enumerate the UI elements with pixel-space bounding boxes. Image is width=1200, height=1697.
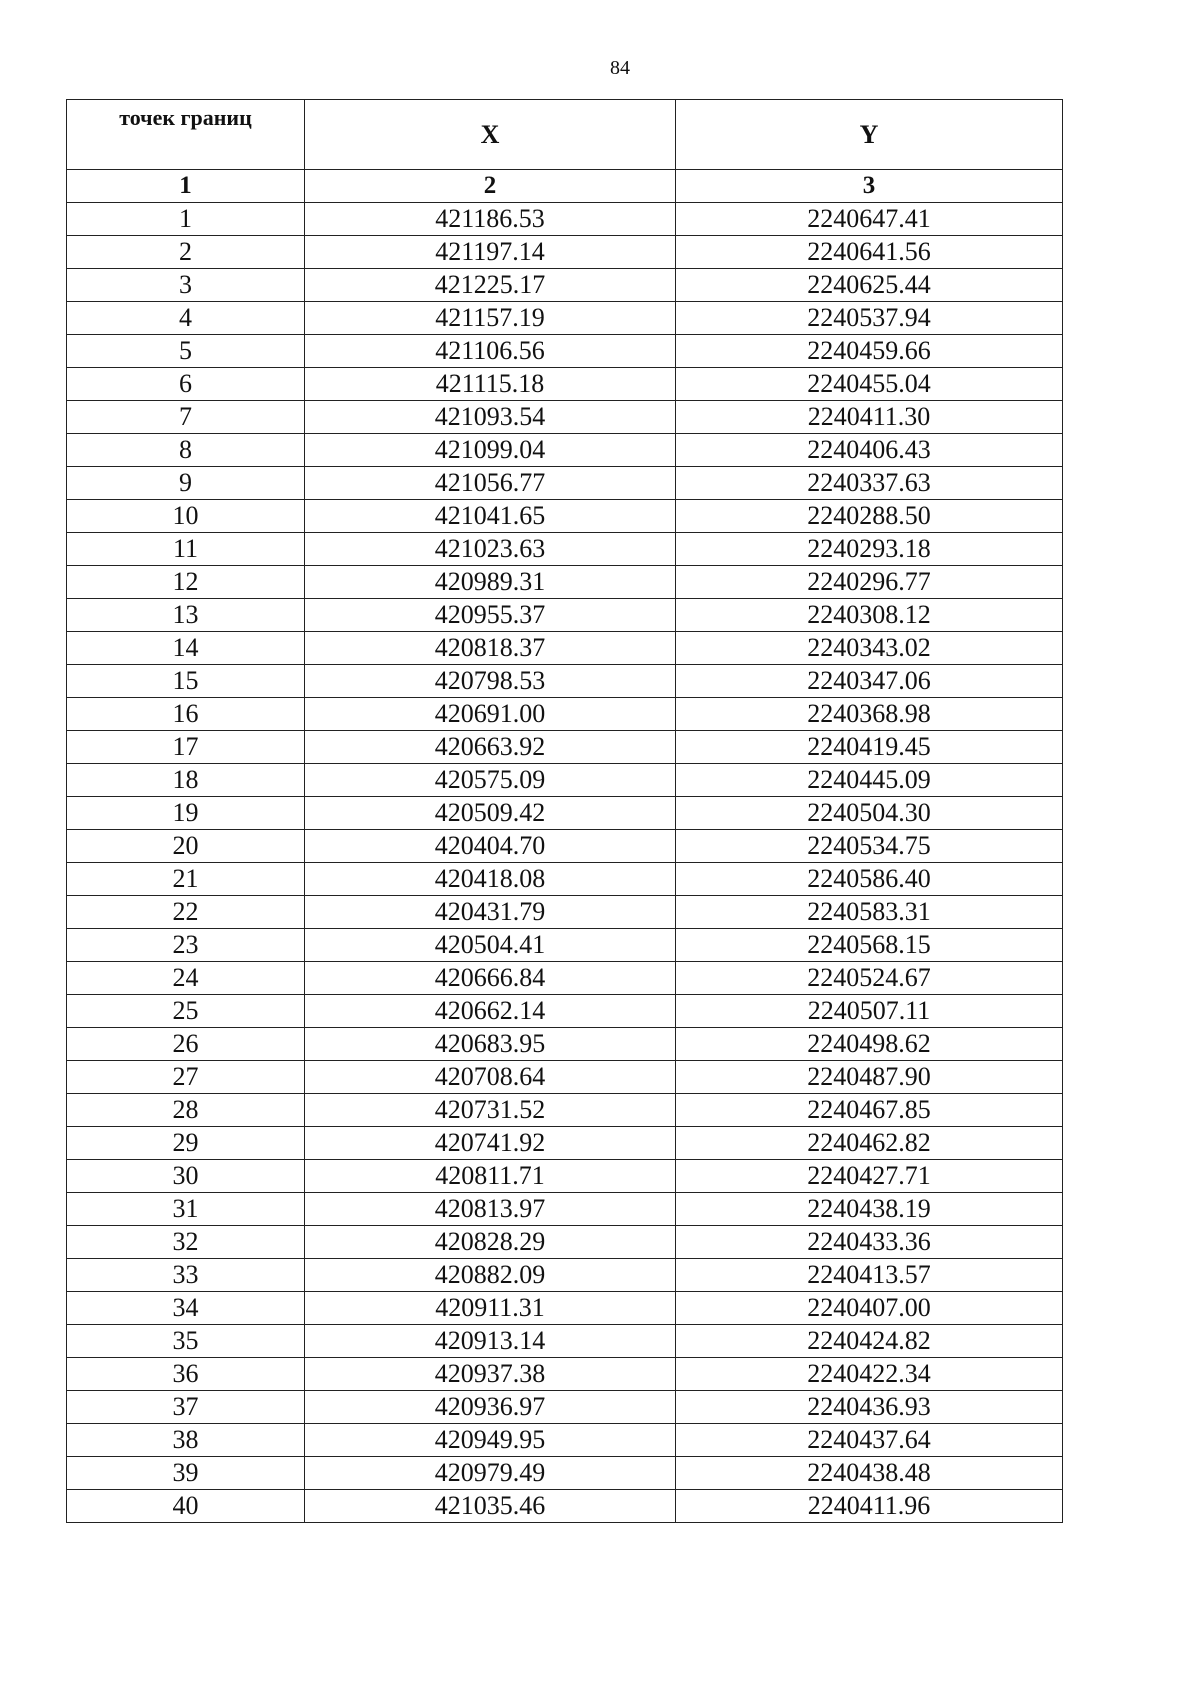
x-coordinate-cell: 420404.70 (305, 830, 676, 863)
x-coordinate-cell: 421099.04 (305, 434, 676, 467)
column-index: 2 (305, 170, 676, 203)
table-row (67, 566, 1063, 599)
point-number-cell: 5 (67, 335, 305, 368)
y-coordinate-cell: 2240462.82 (676, 1127, 1063, 1160)
y-coordinate-cell: 2240647.41 (676, 203, 1063, 236)
y-coordinate-cell: 2240568.15 (676, 929, 1063, 962)
y-coordinate-cell: 2240419.45 (676, 731, 1063, 764)
table-row (67, 1490, 1063, 1523)
point-number-cell: 23 (67, 929, 305, 962)
point-number-cell: 13 (67, 599, 305, 632)
y-coordinate-cell: 2240288.50 (676, 500, 1063, 533)
boundary-points-table (66, 99, 1063, 1523)
y-coordinate-cell: 2240504.30 (676, 797, 1063, 830)
point-number-cell: 30 (67, 1160, 305, 1193)
point-number-cell: 27 (67, 1061, 305, 1094)
y-coordinate-cell: 2240337.63 (676, 467, 1063, 500)
y-coordinate-cell: 2240641.56 (676, 236, 1063, 269)
x-coordinate-cell: 420882.09 (305, 1259, 676, 1292)
x-coordinate-cell: 421041.65 (305, 500, 676, 533)
x-coordinate-cell: 421093.54 (305, 401, 676, 434)
y-coordinate-cell: 2240433.36 (676, 1226, 1063, 1259)
point-number-cell: 33 (67, 1259, 305, 1292)
x-coordinate-cell: 421186.53 (305, 203, 676, 236)
table-row (67, 533, 1063, 566)
x-coordinate-cell: 420741.92 (305, 1127, 676, 1160)
y-coordinate-cell: 2240586.40 (676, 863, 1063, 896)
table-row (67, 797, 1063, 830)
table-row (67, 1028, 1063, 1061)
point-number-cell: 32 (67, 1226, 305, 1259)
y-coordinate-cell: 2240368.98 (676, 698, 1063, 731)
table-row (67, 632, 1063, 665)
x-coordinate-cell: 420798.53 (305, 665, 676, 698)
point-number-cell: 34 (67, 1292, 305, 1325)
x-coordinate-cell: 420418.08 (305, 863, 676, 896)
table-row (67, 1325, 1063, 1358)
table-row (67, 1193, 1063, 1226)
y-coordinate-cell: 2240308.12 (676, 599, 1063, 632)
point-number-cell: 38 (67, 1424, 305, 1457)
y-coordinate-cell: 2240427.71 (676, 1160, 1063, 1193)
y-coordinate-cell: 2240498.62 (676, 1028, 1063, 1061)
column-index: 3 (676, 170, 1063, 203)
y-coordinate-cell: 2240347.06 (676, 665, 1063, 698)
point-number-cell: 25 (67, 995, 305, 1028)
x-coordinate-cell: 421023.63 (305, 533, 676, 566)
table-row (67, 368, 1063, 401)
table-header-row (67, 100, 1063, 170)
y-coordinate-cell: 2240438.48 (676, 1457, 1063, 1490)
table-row (67, 995, 1063, 1028)
table-row (67, 1259, 1063, 1292)
table-row (67, 929, 1063, 962)
x-coordinate-cell: 420662.14 (305, 995, 676, 1028)
point-number-cell: 17 (67, 731, 305, 764)
table-row (67, 467, 1063, 500)
y-coordinate-cell: 2240413.57 (676, 1259, 1063, 1292)
table-body (67, 203, 1063, 1523)
point-number-cell: 31 (67, 1193, 305, 1226)
table-row (67, 665, 1063, 698)
x-coordinate-cell: 420913.14 (305, 1325, 676, 1358)
point-number-cell: 18 (67, 764, 305, 797)
y-coordinate-cell: 2240438.19 (676, 1193, 1063, 1226)
point-number-cell: 22 (67, 896, 305, 929)
y-coordinate-cell: 2240411.96 (676, 1490, 1063, 1523)
x-coordinate-cell: 421056.77 (305, 467, 676, 500)
x-coordinate-cell: 420575.09 (305, 764, 676, 797)
point-number-cell: 6 (67, 368, 305, 401)
table-row (67, 1391, 1063, 1424)
table-row (67, 401, 1063, 434)
table-row (67, 1457, 1063, 1490)
table-row (67, 1127, 1063, 1160)
x-coordinate-cell: 420811.71 (305, 1160, 676, 1193)
point-number-cell: 7 (67, 401, 305, 434)
y-coordinate-cell: 2240406.43 (676, 434, 1063, 467)
y-coordinate-cell: 2240487.90 (676, 1061, 1063, 1094)
x-coordinate-cell: 420431.79 (305, 896, 676, 929)
x-coordinate-cell: 420979.49 (305, 1457, 676, 1490)
y-coordinate-cell: 2240422.34 (676, 1358, 1063, 1391)
x-coordinate-cell: 421115.18 (305, 368, 676, 401)
table-row (67, 1292, 1063, 1325)
table-row (67, 731, 1063, 764)
x-coordinate-cell: 420813.97 (305, 1193, 676, 1226)
column-index: 1 (67, 170, 305, 203)
y-coordinate-cell: 2240467.85 (676, 1094, 1063, 1127)
table-row (67, 335, 1063, 368)
point-number-cell: 36 (67, 1358, 305, 1391)
y-coordinate-cell: 2240524.67 (676, 962, 1063, 995)
table-row (67, 302, 1063, 335)
x-coordinate-cell: 420691.00 (305, 698, 676, 731)
y-coordinate-cell: 2240411.30 (676, 401, 1063, 434)
table-row (67, 500, 1063, 533)
x-coordinate-cell: 420663.92 (305, 731, 676, 764)
y-coordinate-cell: 2240343.02 (676, 632, 1063, 665)
x-coordinate-cell: 420949.95 (305, 1424, 676, 1457)
y-coordinate-cell: 2240625.44 (676, 269, 1063, 302)
header-x: X (305, 100, 676, 170)
x-coordinate-cell: 420504.41 (305, 929, 676, 962)
point-number-cell: 2 (67, 236, 305, 269)
table-row (67, 698, 1063, 731)
x-coordinate-cell: 420955.37 (305, 599, 676, 632)
point-number-cell: 9 (67, 467, 305, 500)
point-number-cell: 24 (67, 962, 305, 995)
point-number-cell: 12 (67, 566, 305, 599)
x-coordinate-cell: 420937.38 (305, 1358, 676, 1391)
point-number-cell: 40 (67, 1490, 305, 1523)
table-row (67, 1061, 1063, 1094)
point-number-cell: 11 (67, 533, 305, 566)
point-number-cell: 15 (67, 665, 305, 698)
point-number-cell: 1 (67, 203, 305, 236)
x-coordinate-cell: 421197.14 (305, 236, 676, 269)
table-row (67, 269, 1063, 302)
y-coordinate-cell: 2240424.82 (676, 1325, 1063, 1358)
table-row (67, 434, 1063, 467)
x-coordinate-cell: 420828.29 (305, 1226, 676, 1259)
point-number-cell: 3 (67, 269, 305, 302)
table-row (67, 1226, 1063, 1259)
x-coordinate-cell: 420683.95 (305, 1028, 676, 1061)
y-coordinate-cell: 2240436.93 (676, 1391, 1063, 1424)
point-number-cell: 20 (67, 830, 305, 863)
x-coordinate-cell: 420818.37 (305, 632, 676, 665)
point-number-cell: 29 (67, 1127, 305, 1160)
y-coordinate-cell: 2240407.00 (676, 1292, 1063, 1325)
y-coordinate-cell: 2240437.64 (676, 1424, 1063, 1457)
point-number-cell: 26 (67, 1028, 305, 1061)
table-row (67, 764, 1063, 797)
header-y: Y (676, 100, 1063, 170)
point-number-cell: 14 (67, 632, 305, 665)
table-row (67, 1160, 1063, 1193)
table-row (67, 830, 1063, 863)
x-coordinate-cell: 420708.64 (305, 1061, 676, 1094)
column-index-row (67, 170, 1063, 203)
y-coordinate-cell: 2240583.31 (676, 896, 1063, 929)
point-number-cell: 16 (67, 698, 305, 731)
table-row (67, 962, 1063, 995)
table-row (67, 1424, 1063, 1457)
table-row (67, 203, 1063, 236)
point-number-cell: 10 (67, 500, 305, 533)
x-coordinate-cell: 420509.42 (305, 797, 676, 830)
point-number-cell: 8 (67, 434, 305, 467)
y-coordinate-cell: 2240537.94 (676, 302, 1063, 335)
table-row (67, 599, 1063, 632)
x-coordinate-cell: 421035.46 (305, 1490, 676, 1523)
x-coordinate-cell: 421225.17 (305, 269, 676, 302)
table-row (67, 896, 1063, 929)
header-point-number: точек границ (67, 100, 305, 170)
point-number-cell: 39 (67, 1457, 305, 1490)
x-coordinate-cell: 420911.31 (305, 1292, 676, 1325)
x-coordinate-cell: 421106.56 (305, 335, 676, 368)
y-coordinate-cell: 2240507.11 (676, 995, 1063, 1028)
table-row (67, 863, 1063, 896)
y-coordinate-cell: 2240459.66 (676, 335, 1063, 368)
y-coordinate-cell: 2240296.77 (676, 566, 1063, 599)
x-coordinate-cell: 421157.19 (305, 302, 676, 335)
y-coordinate-cell: 2240293.18 (676, 533, 1063, 566)
point-number-cell: 21 (67, 863, 305, 896)
x-coordinate-cell: 420666.84 (305, 962, 676, 995)
table-row (67, 1094, 1063, 1127)
point-number-cell: 4 (67, 302, 305, 335)
table-row (67, 1358, 1063, 1391)
x-coordinate-cell: 420936.97 (305, 1391, 676, 1424)
x-coordinate-cell: 420731.52 (305, 1094, 676, 1127)
table-row (67, 236, 1063, 269)
y-coordinate-cell: 2240445.09 (676, 764, 1063, 797)
point-number-cell: 35 (67, 1325, 305, 1358)
point-number-cell: 19 (67, 797, 305, 830)
y-coordinate-cell: 2240455.04 (676, 368, 1063, 401)
page-number: 84 (610, 57, 630, 79)
point-number-cell: 37 (67, 1391, 305, 1424)
y-coordinate-cell: 2240534.75 (676, 830, 1063, 863)
x-coordinate-cell: 420989.31 (305, 566, 676, 599)
point-number-cell: 28 (67, 1094, 305, 1127)
